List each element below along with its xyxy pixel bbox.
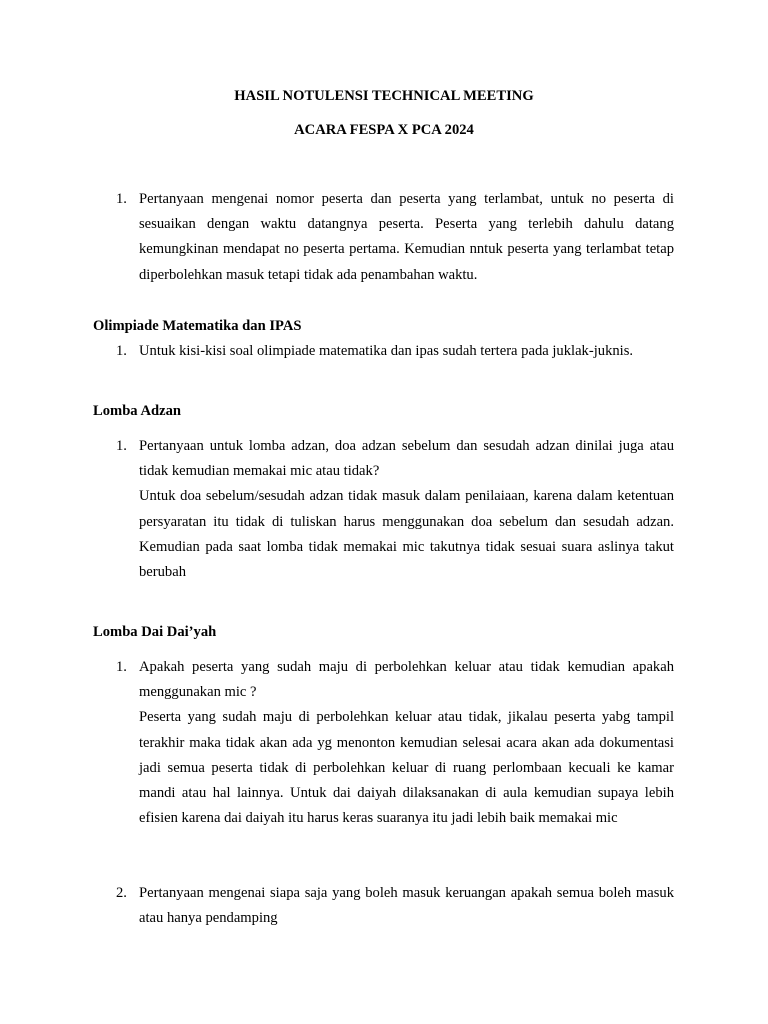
list-question: Pertanyaan mengenai siapa saja yang boleh masuk keruangan apakah semua boleh masuk atau hanya pendamping — [139, 885, 674, 927]
section-heading-dai-daiyah: Lomba Dai Dai’yah — [93, 624, 217, 640]
list-text: Pertanyaan mengenai nomor peserta dan peserta yang terlambat, untuk no peserta di sesuaikan dengan waktu datangnya peserta. Peserta yang terlebih dahulu datang kemungkinan mendapat no peserta pertama. Kemudian nntuk peserta yang terlambat tetap diperbolehkan masuk tetapi tidak ada penambahan waktu. — [139, 191, 674, 283]
doc-subtitle: ACARA FESPA X PCA 2024 — [294, 122, 474, 138]
olimpiade-list-item — [93, 339, 674, 364]
dai-list-item-2 — [93, 881, 674, 931]
intro-list-item — [93, 187, 674, 288]
list-answer: Peserta yang sudah maju di perbolehkan keluar atau tidak, jikalau peserta yabg tampil terakhir maka tidak akan ada yg menonton kemudian selesai acara akan ada dokumentasi jadi semua peserta tidak di perbolehkan keluar di ruang perlombaan kecuali ke kamar mandi atau hal lainnya. Untuk dai daiyah dilaksanakan di aula kemudian supaya lebih efisien karena dai daiyah itu harus keras suaranya itu jadi lebih baik memakai mic — [139, 709, 674, 827]
adzan-list-item — [93, 434, 674, 585]
list-number: 1. — [116, 191, 127, 207]
list-question: Pertanyaan untuk lomba adzan, doa adzan sebelum dan sesudah adzan dinilai juga atau tidak kemudian memakai mic atau tidak? — [139, 438, 674, 480]
list-text: Untuk kisi-kisi soal olimpiade matematika dan ipas sudah tertera pada juklak-juknis. — [139, 343, 634, 359]
list-number: 1. — [116, 438, 127, 454]
list-answer: Untuk doa sebelum/sesudah adzan tidak masuk dalam penilaiaan, karena dalam ketentuan persyaratan itu tidak di tuliskan harus menggunakan doa sebelum dan sesudah adzan. Kemudian pada saat lomba tidak memakai mic takutnya tidak sesuai suara aslinya takut berubah — [139, 488, 674, 581]
list-question: Apakah peserta yang sudah maju di perbolehkan keluar atau tidak kemudian apakah menggunakan mic ? — [139, 659, 674, 701]
list-number: 2. — [116, 885, 127, 901]
list-number: 1. — [116, 343, 127, 359]
dai-list-item-1 — [93, 655, 674, 831]
section-heading-olimpiade: Olimpiade Matematika dan IPAS — [93, 318, 302, 334]
section-heading-adzan: Lomba Adzan — [93, 403, 181, 419]
list-number: 1. — [116, 659, 127, 675]
doc-title: HASIL NOTULENSI TECHNICAL MEETING — [234, 88, 534, 104]
